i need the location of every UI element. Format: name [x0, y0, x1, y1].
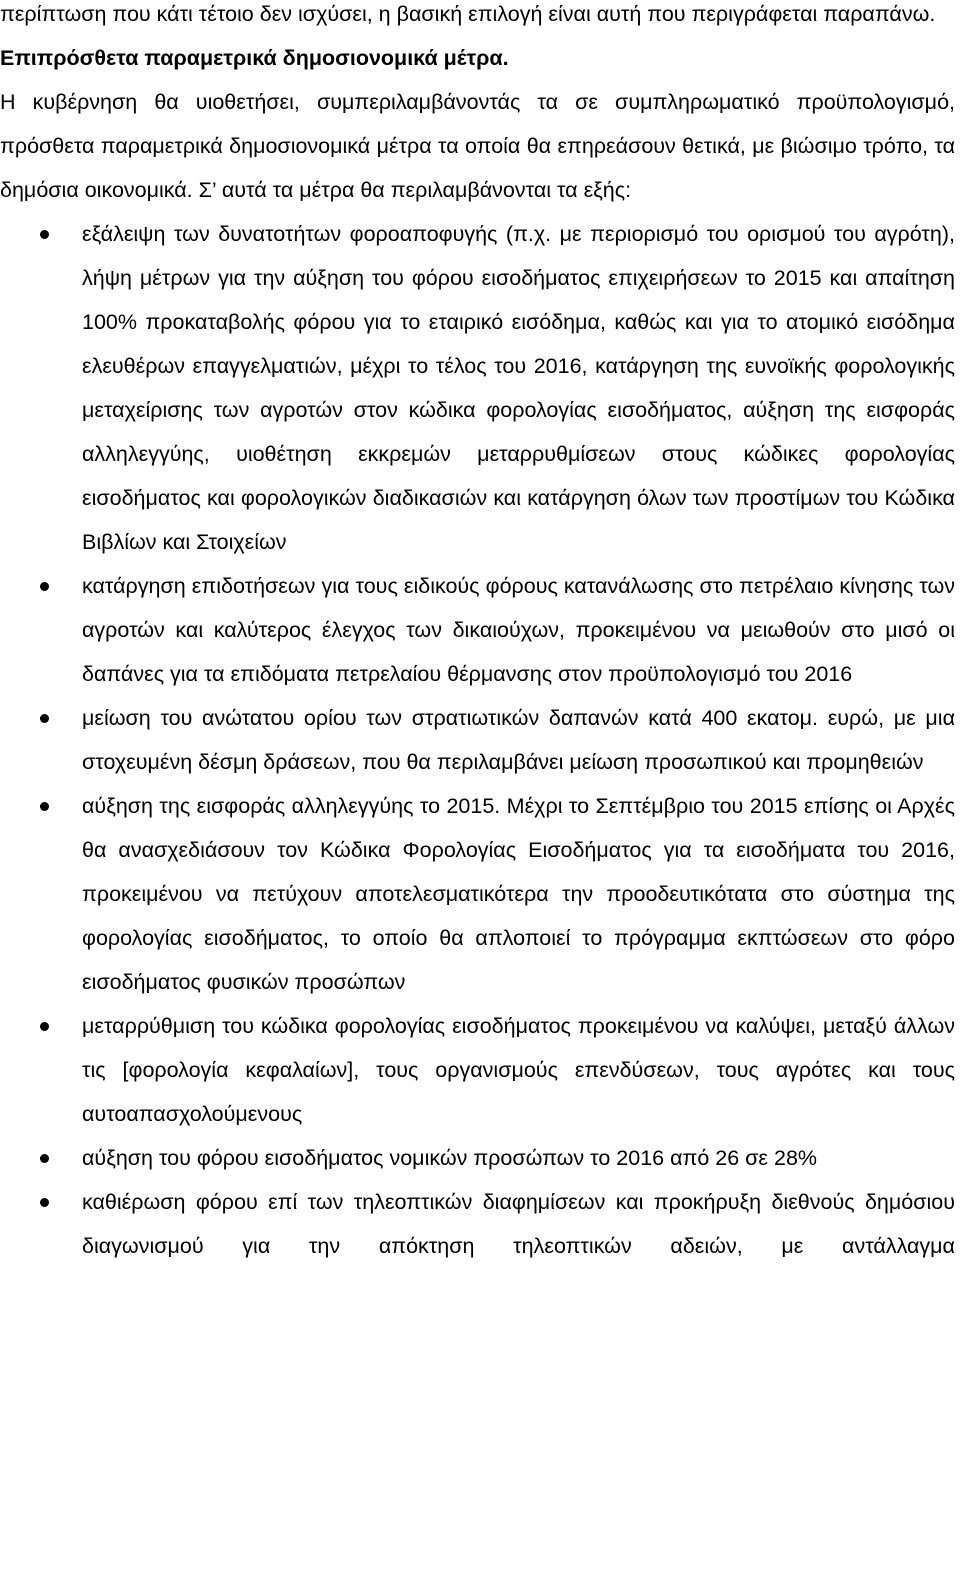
paragraph-continuation: περίπτωση που κάτι τέτοιο δεν ισχύσει, η βασική επιλογή είναι αυτή που περιγράφεται παραπάνω.	[0, 2, 936, 26]
list-item-text: αύξηση της εισφοράς αλληλεγγύης το 2015. Μέχρι το Σεπτέμβριο του 2015 επίσης οι Αρχές θα ανασχεδιάσουν τον Κώδικα Φορολογίας Εισοδήματος για τα εισοδήματα του 2016, προκειμένου να πετύχουν αποτελεσματικότερα την προοδευτικότατα στο σύστημα της φορολογίας εισοδήματος, το οποίο θα απλοποιεί το πρόγραμμα εκπτώσεων στο φόρο εισοδήματος φυσικών προσώπων	[82, 794, 955, 994]
bullet-icon	[40, 1198, 49, 1207]
list-item	[0, 696, 955, 784]
bullet-icon	[40, 802, 49, 811]
list-item	[0, 784, 955, 1004]
bullet-icon	[40, 714, 49, 723]
list-item-text: μεταρρύθμιση του κώδικα φορολογίας εισοδήματος προκειμένου να καλύψει, μεταξύ άλλων τις [φορολογία κεφαλαίων], τους οργανισμούς επενδύσεων, τους αγρότες και τους αυτοαπασχολούμενους	[82, 1014, 955, 1126]
intro-paragraph: Η κυβέρνηση θα υιοθετήσει, συμπεριλαμβάνοντάς τα σε συμπληρωματικό προϋπολογισμό, πρόσθετα παραμετρικά δημοσιονομικά μέτρα τα οποία θα επηρεάσουν θετικά, με βιώσιμο τρόπο, τα δημόσια οικονομικά. Σ’ αυτά τα μέτρα θα περιλαμβάνονται τα εξής:	[0, 90, 955, 202]
list-item-text: εξάλειψη των δυνατοτήτων φοροαποφυγής (π.χ. με περιορισμό του ορισμού του αγρότη), λήψη μέτρων για την αύξηση του φόρου εισοδήματος επιχειρήσεων το 2015 και απαίτηση 100% προκαταβολής φόρου για το εταιρικό εισόδημα, καθώς και για το ατομικό εισόδημα ελευθέρων επαγγελματιών, μέχρι το τέλος του 2016, κατάργηση της ευνοϊκής φορολογικής μεταχείρισης των αγροτών στον κώδικα φορολογίας εισοδήματος, αύξηση της εισφοράς αλληλεγγύης, υιοθέτηση εκκρεμών μεταρρυθμίσεων στους κώδικες φορολογίας εισοδήματος και φορολογικών διαδικασιών και κατάργηση όλων των προστίμων του Κώδικα Βιβλίων και Στοιχείων	[82, 222, 955, 554]
measures-list	[0, 212, 955, 1268]
bullet-icon	[40, 1022, 49, 1031]
list-item	[0, 564, 955, 696]
bullet-icon	[40, 582, 49, 591]
list-item-text: κατάργηση επιδοτήσεων για τους ειδικούς φόρους κατανάλωσης στο πετρέλαιο κίνησης των αγροτών και καλύτερος έλεγχος των δικαιούχων, προκειμένου να μειωθούν στο μισό οι δαπάνες για τα επιδόματα πετρελαίου θέρμανσης στον προϋπολογισμό του 2016	[82, 574, 955, 686]
bullet-icon	[40, 1154, 49, 1163]
list-item	[0, 1004, 955, 1136]
section-heading: Επιπρόσθετα παραμετρικά δημοσιονομικά μέτρα.	[0, 46, 509, 70]
list-item-text: καθιέρωση φόρου επί των τηλεοπτικών διαφημίσεων και προκήρυξη διεθνούς δημόσιου διαγωνισμού για την απόκτηση τηλεοπτικών αδειών, με αντάλλαγμα	[82, 1190, 955, 1258]
bullet-icon	[40, 230, 49, 239]
list-item-text: μείωση του ανώτατου ορίου των στρατιωτικών δαπανών κατά 400 εκατομ. ευρώ, με μια στοχευμένη δέσμη δράσεων, που θα περιλαμβάνει μείωση προσωπικού και προμηθειών	[82, 706, 955, 774]
list-item	[0, 1180, 955, 1268]
list-item-text: αύξηση του φόρου εισοδήματος νομικών προσώπων το 2016 από 26 σε 28%	[82, 1146, 818, 1170]
list-item	[0, 1136, 955, 1180]
list-item	[0, 212, 955, 564]
